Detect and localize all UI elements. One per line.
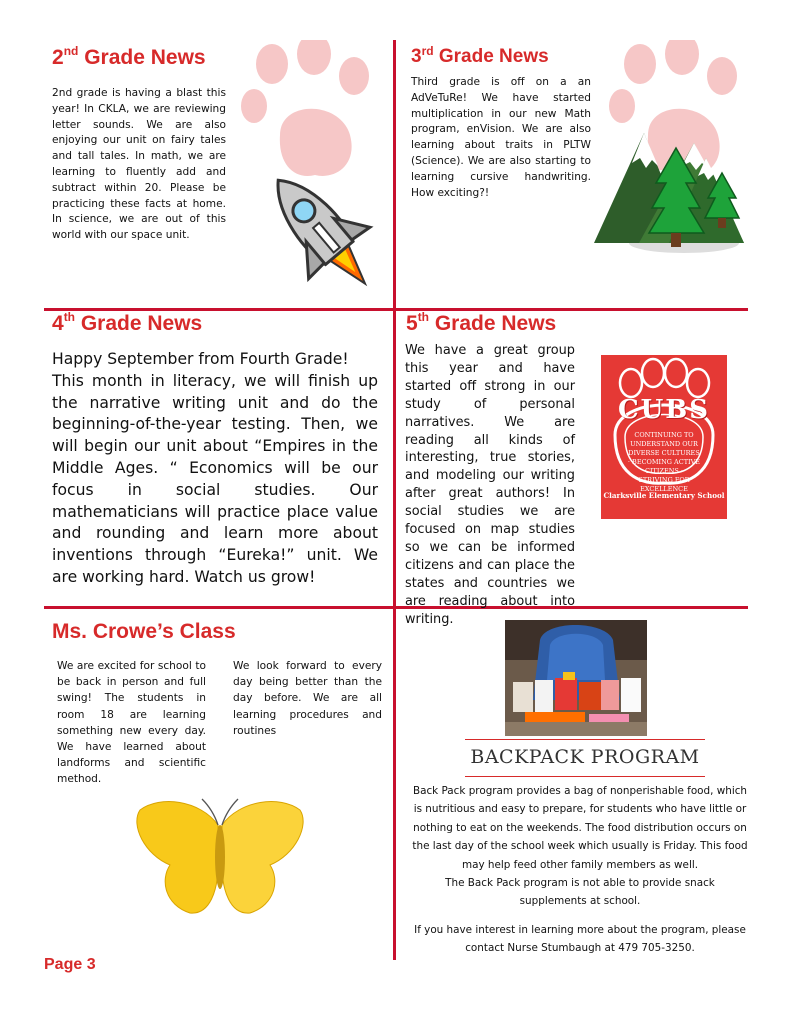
cubs-school-name: Clarksville Elementary School <box>603 491 725 500</box>
fourth-grade-text: This month in literacy, we will finish up the narrative writing unit and do the beginning-of-the-year testing. Then, we will begin our unit about “Empires in the Middle Ages. “ Economics will be our focus in social studies. Our mathematicians will practice place value and rounding and learn more about inventions through “Eureka!” unit. We are working hard. Watch us grow! <box>52 371 378 586</box>
backpack-note: The Back Pack program is not able to provide snack supplements at school. <box>445 877 715 908</box>
fifth-grade-text: We have a great group this year and have started off strong in our study of personal narratives. We are reading all kinds of interesting, true stories, and modeling our writing after great authors! In social studies we are focused on map studies so we can be informed citizens and can place the states and countries we are reading about into writing. <box>405 343 575 627</box>
second-grade-text: 2nd grade is having a blast this year! In CKLA, we are reviewing letter sounds. We are also enjoying our unit on fairy tales and tall tales. In math, we are learning to fluently add and subtract within 20. Please be practicing these facts at home. In science, we are out of this world with our space unit. <box>52 87 226 242</box>
third-grade-heading: 3rd Grade News <box>411 44 549 67</box>
cubs-logo <box>601 355 727 519</box>
backpack-contact: If you have interest in learning more about the program, please contact Nurse Stumbaugh at 479 705-3250. <box>414 923 746 955</box>
rocket-image <box>250 160 390 295</box>
fourth-grade-greeting: Happy September from Fourth Grade! <box>52 350 349 368</box>
fourth-grade-heading: 4th Grade News <box>52 310 203 335</box>
backpack-description: Back Pack program provides a bag of nonperishable food, which is nutritious and easy to prepare, for students who have little or nothing to eat on the weekends. The food distribution occurs on the last day of the school week which usually is Friday. This food may help feed other family members as well. <box>412 785 748 871</box>
cubs-ring-text: CONTINUING TO UNDERSTAND OUR DIVERSE CULTURES · BECOMING ACTIVE CITIZENS · STRIVING FOR EXCELLENCE <box>627 431 701 493</box>
mountains-trees-image <box>594 118 749 268</box>
third-grade-text: Third grade is off on a an AdVeTuRe! We have started multiplication in our new Math program, enVision. We are also learning about traits in PLTW (Science). We are also starting to learning cursive handwriting. How exciting?! <box>411 76 591 199</box>
crowe-class-text-col2: We look forward to every day being better than the day before. We are all learning procedures and routines <box>233 660 382 737</box>
fourth-grade-text-block <box>52 349 378 589</box>
horizontal-divider-top <box>44 308 748 311</box>
backpack-photo <box>505 620 647 736</box>
page-number: Page 3 <box>44 956 96 973</box>
vertical-divider <box>393 40 396 960</box>
crowe-class-text-col1: We are excited for school to be back in person and full swing! The students in room 18 are learning something new every day. We have learned about landforms and scientific method. <box>57 660 206 786</box>
second-grade-heading: 2nd Grade News <box>52 44 206 69</box>
backpack-title-rule-top <box>465 739 705 740</box>
horizontal-divider-bottom <box>44 606 748 609</box>
backpack-title-rule-bottom <box>465 776 705 777</box>
butterfly-image <box>130 795 310 920</box>
backpack-text-block <box>412 782 748 958</box>
cubs-letters: CUBS <box>617 395 711 425</box>
crowe-class-heading: Ms. Crowe’s Class <box>52 620 236 643</box>
backpack-title: BACKPACK PROGRAM <box>470 746 700 768</box>
fifth-grade-heading: 5th Grade News <box>406 310 557 335</box>
